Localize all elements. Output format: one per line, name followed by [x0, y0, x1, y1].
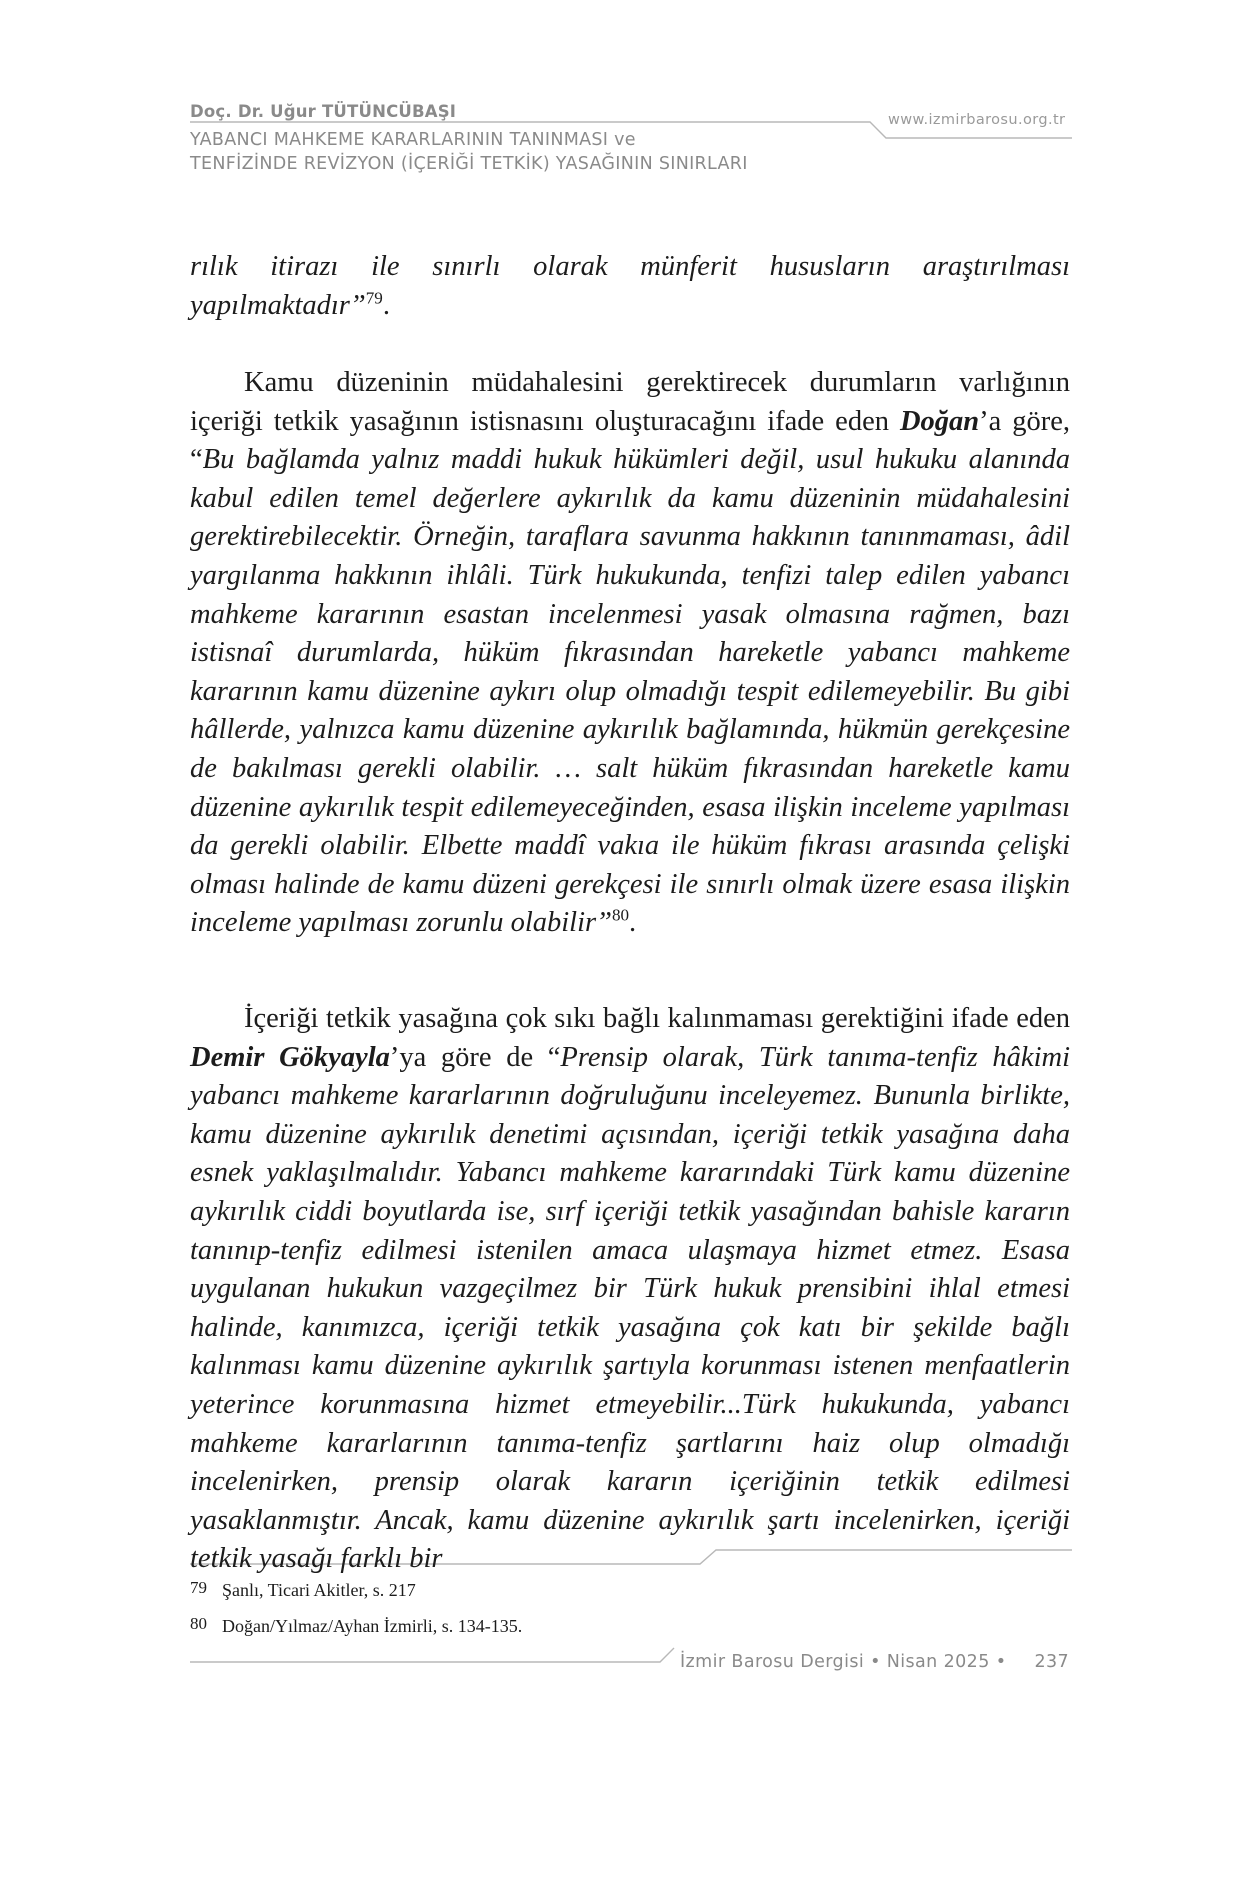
header-article-title — [190, 128, 748, 176]
quote-text: Bu bağlamda yalnız maddi hukuk hükümleri değil, usul hukuku alanında kabul edilen temel değerlere aykırılık da kamu düzeninin müdahalesini gerektirebilecektir. Örneğin, taraflara savunma hakkının tanınmaması, âdil yargılanma hakkının ihlâli. Türk hukukunda, tenfizi talep edilen yabancı mahkeme kararının esastan incelenmesi yasak olmasına rağmen, bazı istisnaî durumlarda, hüküm fıkrasından hareketle yabancı mahkeme kararının kamu düzenine aykırı olup olmadığı tespit edilemeyebilir. Bu gibi hâllerde, yalnızca kamu düzenine aykırılık bağlamında, hükmün gerekçesine de bakılması gerekli olabilir. … salt hüküm fıkrasından hareketle kamu düzenine aykırılık tespit edilemeyeceğinden, esasa ilişkin inceleme yapılması da gerekli olabilir. Elbette maddî vakıa ile hüküm fıkrası arasında çelişki olması halinde de kamu düzeni gerekçesi ile sınırlı olmak üzere esasa ilişkin inceleme yapılması zorunlu olabilir” — [190, 444, 1070, 939]
footer-journal: İzmir Barosu Dergisi • Nisan 2025 • — [680, 1652, 1007, 1672]
header-title-line-1: YABANCI MAHKEME KARARLARININ TANINMASI ve — [190, 130, 636, 150]
paragraph-connector: ’ya göre de “ — [389, 1041, 561, 1073]
paragraph-lead: Kamu düzeninin müdahalesini gerektirecek durumların varlığının içeriği tetkik yasağının istisnasını oluşturacağını ifade eden — [190, 367, 1070, 437]
punctuation: . — [382, 289, 390, 321]
footnote-number: 79 — [190, 1578, 207, 1597]
punctuation: . — [629, 907, 637, 939]
footnote-ref-80[interactable]: 80 — [611, 905, 630, 925]
paragraph-lead: İçeriği tetkik yasağına çok sıkı bağlı kalınmaması gerektiğini ifade eden — [244, 1003, 1070, 1034]
footnote-number: 80 — [190, 1614, 207, 1633]
page-footer — [680, 1652, 1069, 1672]
cited-author: Doğan — [899, 405, 980, 437]
footnote-79 — [190, 1578, 416, 1601]
header-author: Doç. Dr. Uğur TÜTÜNCÜBAŞI — [190, 102, 457, 121]
footnote-text: Şanlı, Ticari Akitler, s. 217 — [222, 1580, 416, 1600]
footnote-ref-79[interactable]: 79 — [365, 288, 383, 308]
header-website: www.izmirbarosu.org.tr — [888, 112, 1066, 128]
paragraph-1 — [190, 248, 1070, 325]
page-number: 237 — [1034, 1652, 1070, 1672]
footnote-80 — [190, 1614, 522, 1637]
paragraph-connector: ’a göre, “ — [190, 405, 1070, 476]
cited-author: Demir Gökyayla — [190, 1041, 390, 1073]
paragraph-2 — [190, 364, 1070, 943]
paragraph-3 — [190, 1000, 1070, 1579]
quote-text: Prensip olarak, Türk tanıma-tenfiz hâkimi yabancı mahkeme kararlarının doğruluğunu inceleyemez. Bununla birlikte, kamu düzenine aykırılık denetimi açısından, içeriği tetkik yasağına daha esnek yaklaşılmalıdır. Yabancı mahkeme kararındaki Türk kamu düzenine aykırılık ciddi boyutlarda ise, sırf içeriği tetkik yasağından bahisle kararın tanınıp-tenfiz edilmesi istenilen amaca ulaşmaya hizmet etmez. Esasa uygulanan hukukun vazgeçilmez bir Türk hukuk prensibini ihlal etmesi halinde, kanımızca, içeriği tetkik yasağına çok katı bir şekilde bağlı kalınması kamu düzenine aykırılık şartıyla korunması istenen menfaatlerin yeterince korunmasına hizmet etmeyebilir...Türk hukukunda, yabancı mahkeme kararlarının tanıma-tenfiz şartlarını haiz olup olmadığı incelenirken, prensip olarak kararın içeriğinin tetkik edilmesi yasaklanmıştır. Ancak, kamu düzenine aykırılık şartı incelenirken, içeriği tetkik yasağı farklı bir — [190, 1041, 1070, 1575]
header-title-line-2: TENFİZİNDE REVİZYON (İÇERİĞİ TETKİK) YASAĞININ SINIRLARI — [190, 154, 748, 174]
quote-text: rılık itirazı ile sınırlı olarak münferit hususların araştırılması yapılmaktadır” — [190, 251, 1070, 321]
footnote-text: Doğan/Yılmaz/Ayhan İzmirli, s. 134-135. — [222, 1616, 523, 1636]
